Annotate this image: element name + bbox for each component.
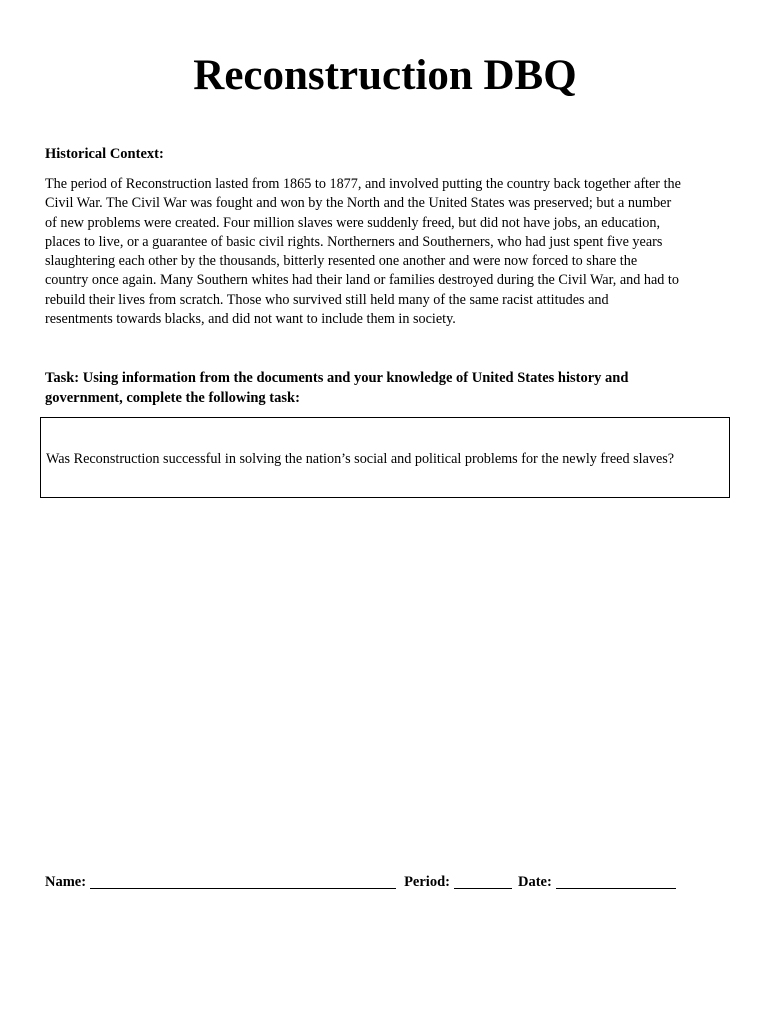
name-blank-line[interactable]	[90, 873, 396, 889]
date-label: Date:	[517, 874, 552, 890]
page-title: Reconstruction DBQ	[193, 52, 577, 99]
name-label: Name:	[45, 874, 87, 890]
context-line: resentments towards blacks, and did not want to include them in society.	[45, 311, 456, 328]
context-line: rebuild their lives from scratch. Those who survived still held many of the same racist attitudes and	[45, 291, 609, 308]
context-line: The period of Reconstruction lasted from 1865 to 1877, and involved putting the country back together after the	[45, 176, 681, 192]
task-line: government, complete the following task:	[45, 389, 300, 406]
date-blank-line[interactable]	[556, 873, 676, 889]
task-line: Task: Using information from the documents and your knowledge of United States history and	[45, 370, 629, 386]
period-label: Period:	[404, 874, 450, 890]
student-info-footer	[45, 872, 676, 892]
question-text: Was Reconstruction successful in solving the nation’s social and political problems for the newly freed slaves?	[46, 451, 675, 467]
context-line: Civil War. The Civil War was fought and won by the North and the United States was preserved; but a number	[45, 195, 672, 212]
historical-context-heading: Historical Context:	[45, 146, 164, 162]
context-line: of new problems were created. Four million slaves were suddenly freed, but did not have jobs, an education,	[45, 214, 661, 231]
context-line: slaughtering each other by the thousands, bitterly resented one another and were now forced to share the	[45, 253, 638, 270]
period-blank-line[interactable]	[454, 873, 512, 889]
task-instructions	[45, 369, 730, 408]
context-line: country once again. Many Southern whites had their land or families destroyed during the Civil War, and had to	[45, 272, 679, 289]
question-box	[40, 417, 730, 498]
historical-context-paragraph	[45, 175, 730, 329]
context-line: places to live, or a guarantee of basic civil rights. Northerners and Southerners, who had just spent five years	[45, 233, 663, 250]
